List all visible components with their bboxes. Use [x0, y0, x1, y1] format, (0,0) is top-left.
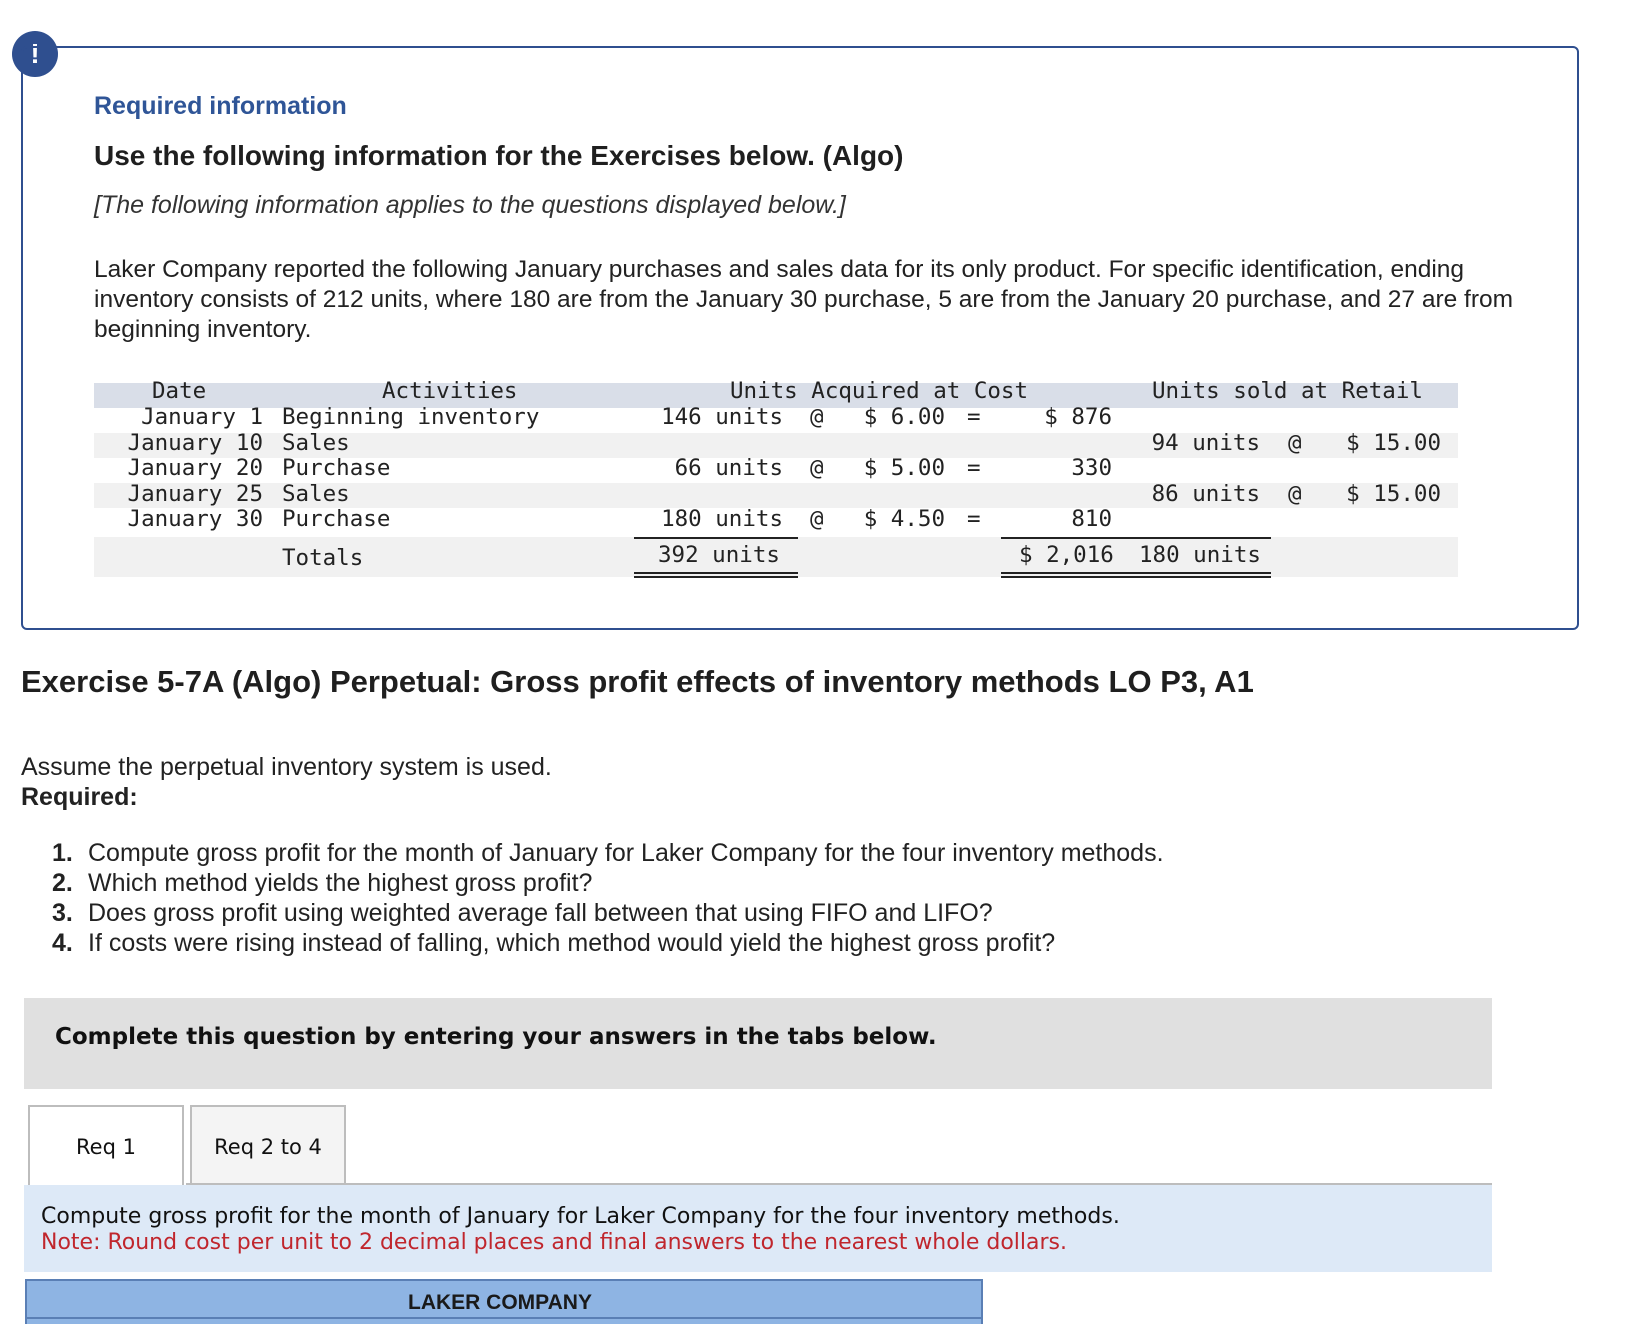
- table-cell-acq-at: @: [810, 506, 824, 532]
- instructions-box: [24, 1185, 1492, 1272]
- info-paragraph: Laker Company reported the following January purchases and sales data for its only product. For specific identification, ending inventory consists of 212 units, where 180 are from the January 30 purchase, 5 are from the January 20 purchase, and 27 are from beginning inventory.: [94, 256, 1514, 343]
- list-item: 3. Does gross profit using weighted average fall between that using FIFO and LIFO?: [52, 899, 993, 927]
- table-cell-sold-price: $ 15.00: [1346, 430, 1441, 456]
- table-cell-sold-at: @: [1288, 481, 1302, 507]
- table-cell-acq-total: 810: [1071, 506, 1112, 532]
- table-cell-activity: Sales: [282, 481, 350, 507]
- table-cell-activity: Sales: [282, 430, 350, 456]
- table-cell-acq-cost: $ 4.50: [863, 506, 945, 532]
- table-cell-sold-units: 94 units: [1151, 430, 1260, 456]
- table-cell-acq-cost: $ 6.00: [863, 404, 945, 430]
- totals-acquired-units: 392 units: [658, 542, 780, 568]
- table-cell-date: January 25: [127, 481, 263, 507]
- requirements-list: [52, 838, 1164, 958]
- header-date: Date: [152, 378, 207, 404]
- double-rule: [634, 572, 798, 574]
- subtotal-rule: [634, 537, 798, 539]
- tab-req-1[interactable]: Req 1: [28, 1105, 184, 1189]
- table-cell-acq-at: @: [810, 404, 824, 430]
- table-cell-acq-units: 66 units: [674, 455, 783, 481]
- list-item: 1. Compute gross profit for the month of January for Laker Company for the four inventory methods.: [52, 839, 1164, 867]
- table-cell-sold-units: 86 units: [1151, 481, 1260, 507]
- table-cell-acq-eq: =: [967, 455, 981, 481]
- totals-acquired-cost: $ 2,016: [1019, 542, 1114, 568]
- double-rule: [634, 576, 798, 578]
- header-units-acquired: Units Acquired at Cost: [730, 378, 1029, 404]
- table-cell-activity: Beginning inventory: [282, 404, 540, 430]
- instructions-text: Compute gross profit for the month of January for Laker Company for the four inventory methods.: [41, 1204, 1120, 1229]
- subtotal-rule: [1001, 537, 1271, 539]
- header-activities: Activities: [382, 378, 518, 404]
- table-cell-date: January 20: [127, 455, 263, 481]
- required-label: Required:: [21, 783, 138, 811]
- table-cell-date: January 10: [127, 430, 263, 456]
- table-cell-acq-eq: =: [967, 506, 981, 532]
- list-item: 4. If costs were rising instead of falling, which method would yield the highest gross profit?: [52, 929, 1056, 957]
- info-subheading: Use the following information for the Exercises below. (Algo): [94, 140, 904, 171]
- complete-question-banner: [24, 998, 1492, 1089]
- table-cell-date: January 30: [127, 506, 263, 532]
- table-cell-date: January 1: [141, 404, 263, 430]
- totals-sold-units: 180 units: [1139, 542, 1261, 568]
- table-cell-sold-price: $ 15.00: [1346, 481, 1441, 507]
- double-rule: [1001, 572, 1271, 574]
- complete-question-text: Complete this question by entering your answers in the tabs below.: [55, 1024, 937, 1050]
- list-item: 2. Which method yields the highest gross profit?: [52, 869, 593, 897]
- tab-req-2-to-4[interactable]: Req 2 to 4: [190, 1105, 346, 1185]
- answer-table-rule: [25, 1317, 983, 1319]
- alert-icon: !: [12, 31, 58, 77]
- double-rule: [1001, 576, 1271, 578]
- header-units-sold: Units sold at Retail: [1152, 378, 1423, 404]
- table-cell-activity: Purchase: [282, 455, 391, 481]
- assume-text: Assume the perpetual inventory system is used.: [21, 753, 552, 781]
- table-cell-acq-units: 146 units: [661, 404, 783, 430]
- rounding-note: Note: Round cost per unit to 2 decimal places and final answers to the nearest whole dollars.: [41, 1230, 1067, 1255]
- company-name: LAKER COMPANY: [408, 1291, 592, 1314]
- table-cell-activity: Purchase: [282, 506, 391, 532]
- table-cell-acq-cost: $ 5.00: [863, 455, 945, 481]
- totals-label: Totals: [282, 545, 364, 571]
- table-cell-acq-eq: =: [967, 404, 981, 430]
- info-applies-note: [The following information applies to the questions displayed below.]: [94, 191, 846, 219]
- required-information-heading: Required information: [94, 92, 347, 120]
- table-cell-acq-at: @: [810, 455, 824, 481]
- table-cell-sold-at: @: [1288, 430, 1302, 456]
- exercise-title: Exercise 5-7A (Algo) Perpetual: Gross profit effects of inventory methods LO P3, A1: [21, 664, 1254, 699]
- table-cell-acq-total: $ 876: [1044, 404, 1112, 430]
- table-cell-acq-units: 180 units: [661, 506, 783, 532]
- table-cell-acq-total: 330: [1071, 455, 1112, 481]
